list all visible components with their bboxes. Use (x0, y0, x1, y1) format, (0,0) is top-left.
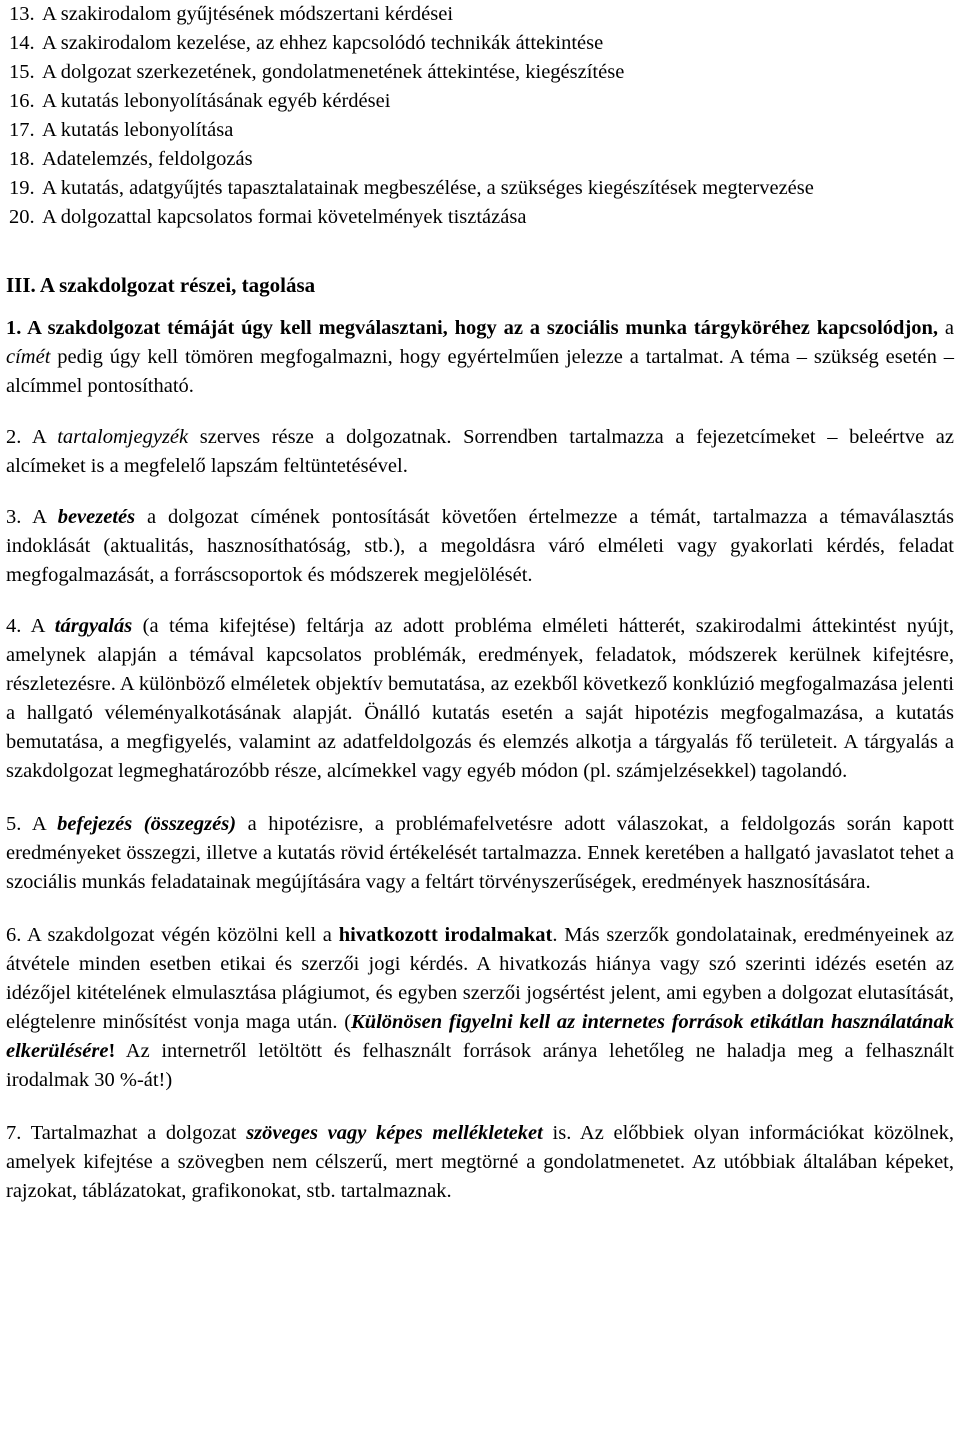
paragraph-4: 4. A tárgyalás (a téma kifejtése) feltárja az adott probléma elméleti hátterét, szakirodalmi áttekintést nyújt, amelynek alapján a témával kapcsolatos problémák, eredmények, feladatok, módszerek kerülnek kifejtésre, részletezésre. A különböző elméletek objektív bemutatása, az ezekből következő konklúzió megfogalmazása jelenti a hallgató véleményalkotásának alapját. Önálló kutatás esetén a saját hipotézis megfogalmazása, a kutatás bemutatása, a megfigyelés, valamint az adatfeldolgozás és elemzés alkotja a tárgyalás fő területeit. A tárgyalás a szakdolgozat legmeghatározóbb része, alcímekkel vagy egyéb módon (pl. számjelzésekkel) tagolandó. (6, 615, 954, 782)
list-item: 17. A kutatás lebonyolítása (9, 119, 234, 141)
paragraph-2: 2. A tartalomjegyzék szerves része a dolgozatnak. Sorrendben tartalmazza a fejezetcímeket – beleértve az alcímeket is a megfelelő lapszám feltüntetésével. (6, 426, 955, 477)
paragraph-7: 7. Tartalmazhat a dolgozat szöveges vagy képes mellékleteket is. Az előbbiek olyan információkat közölnek, amelyek kifejtése a szövegben nem célszerű, mert megtörné a gondolatmenetet. Az utóbbiak általában képeket, rajzokat, táblázatokat, grafikonokat, stb. tartalmaznak. (6, 1122, 954, 1202)
document-page (6, 0, 954, 1206)
list-item: 16. A kutatás lebonyolításának egyéb kérdései (9, 90, 391, 112)
paragraph-6: 6. A szakdolgozat végén közölni kell a hivatkozott irodalmakat. Más szerzők gondolatainak, eredményeinek az átvétele minden esetben etikai és szerzői jogi kérdés. A hivatkozás hiánya vagy szó szerinti idézés esetén az idézőjel kitételének elmulasztása plágiumot, és egyben szerzői jogsértést jelent, ami egyben a dolgozat elutasítását, elégtelenre minősítést vonja maga után. (Különösen figyelni kell az internetes források etikátlan használatának elkerülésére! Az internetről letöltött és felhasznált források aránya lehetőleg ne haladja meg a felhasznált irodalmak 30 %-át!) (6, 924, 954, 1091)
paragraph-3: 3. A bevezetés a dolgozat címének pontosítását követően értelmezze a témát, tartalmazza a témaválasztás indoklását (aktualitás, hasznosíthatóság, stb.), a megoldásra váró elméleti vagy gyakorlati kérdés, feladat megfogalmazását, a forráscsoportok és módszerek megjelölését. (6, 506, 954, 586)
list-item: 20. A dolgozattal kapcsolatos formai követelmények tisztázása (9, 206, 527, 228)
list-item: 15. A dolgozat szerkezetének, gondolatmenetének áttekintése, kiegészítése (9, 61, 625, 83)
list-item: 19. A kutatás, adatgyűjtés tapasztalatainak megbeszélése, a szükséges kiegészítések megtervezése (9, 177, 814, 199)
section-heading: III. A szakdolgozat részei, tagolása (6, 273, 316, 297)
list-item: 13. A szakirodalom gyűjtésének módszertani kérdései (9, 3, 454, 25)
numbered-topic-list (6, 0, 954, 232)
list-item: 18. Adatelemzés, feldolgozás (9, 148, 253, 170)
list-item: 14. A szakirodalom kezelése, az ehhez kapcsolódó technikák áttekintése (9, 32, 604, 54)
paragraph-5: 5. A befejezés (összegzés) a hipotézisre, a problémafelvetésre adott válaszokat, a feldolgozás során kapott eredményeket összegzi, illetve a kutatás rövid értékelését tartalmazza. Ennek keretében a hallgató javaslatot tehet a szociális munkás feladatainak megújítására vagy a feltárt törvényszerűségek, eredmények hasznosítására. (6, 813, 954, 893)
paragraph-1: 1. A szakdolgozat témáját úgy kell megválasztani, hogy az a szociális munka tárgyköréhez kapcsolódjon, a címét pedig úgy kell tömören megfogalmazni, hogy egyértelműen jelezze a tartalmat. A téma – szükség esetén – alcímmel pontosítható. (6, 317, 954, 397)
